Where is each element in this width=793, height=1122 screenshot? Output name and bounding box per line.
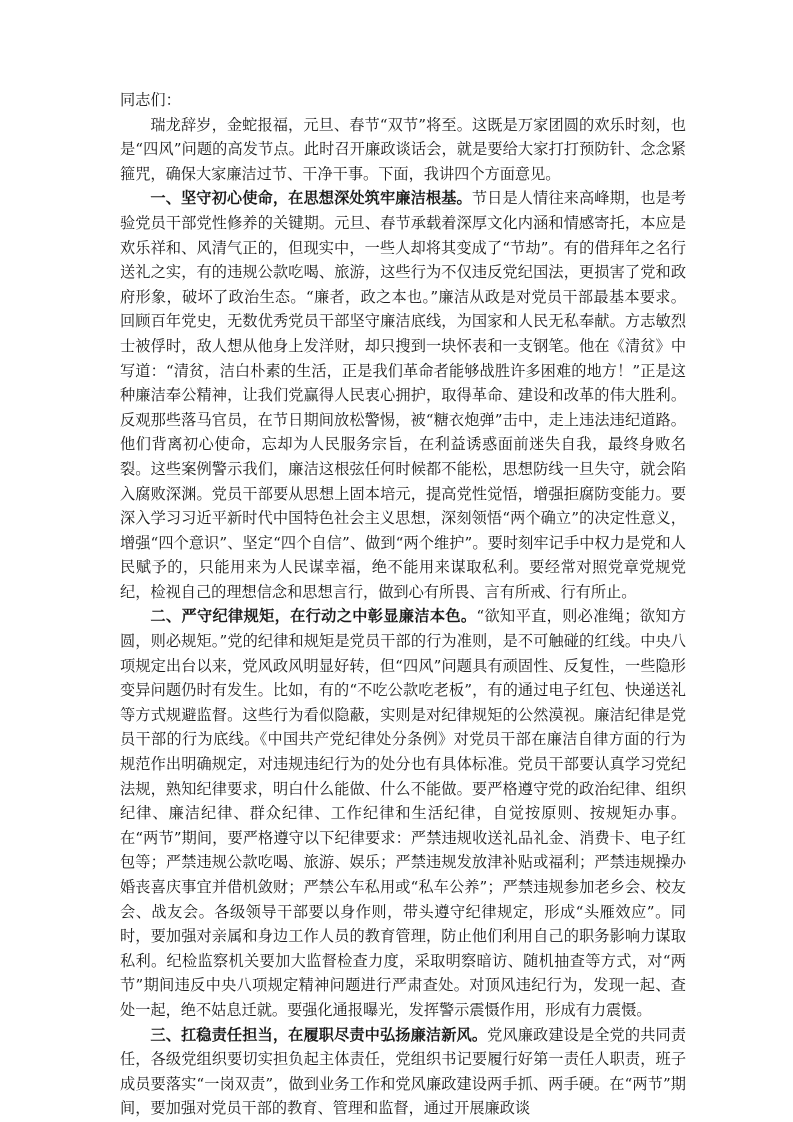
section-3-paragraph [120,1023,686,1121]
section-3-heading: 三、扛稳责任担当，在履职尽责中弘扬廉洁新风。 [150,1025,488,1044]
intro-paragraph: 瑞龙辞岁，金蛇报福，元旦、春节“双节”将至。这既是万家团圆的欢乐时刻，也是“四风”问题的高发节点。此时召开廉政谈话会，就是要给大家打打预防针、念念紧箍咒，确保大家廉洁过节、干净干事。下面，我讲四个方面意见。 [120,115,686,183]
section-2-paragraph [120,604,686,1022]
document-page [120,88,686,1121]
section-2-body: “欲知平直，则必准绳；欲知方圆，则必规矩。”党的纪律和规矩是党员干部的行为准则，是不可触碰的红线。中央八项规定出台以来，党风政风明显好转，但“四风”问题具有顽固性、反复性，一些隐形变异问题仍时有发生。比如，有的“不吃公款吃老板”，有的通过电子红包、快递送礼等方式规避监督。这些行为看似隐蔽，实则是对纪律规矩的公然漠视。廉洁纪律是党员干部的行为底线。《中国共产党纪律处分条例》对党员干部在廉洁自律方面的行为规范作出明确规定，对违规违纪行为的处分也有具体标准。党员干部要认真学习党纪法规，熟知纪律要求，明白什么能做、什么不能做。要严格遵守党的政治纪律、组织纪律、廉洁纪律、群众纪律、工作纪律和生活纪律，自觉按原则、按规矩办事。在“两节”期间，要严格遵守以下纪律要求：严禁违规收送礼品礼金、消费卡、电子红包等；严禁违规公款吃喝、旅游、娱乐；严禁违规发放津补贴或福利；严禁违规操办婚丧喜庆事宜并借机敛财；严禁公车私用或“私车公养”；严禁违规参加老乡会、校友会、战友会。各级领导干部要以身作则，带头遵守纪律规定，形成“头雁效应”。同时，要加强对亲属和身边工作人员的教育管理，防止他们利用自己的职务影响力谋取私利。纪检监察机关要加大监督检查力度，采取明察暗访、随机抽查等方式，对“两节”期间违反中央八项规定精神问题进行严肃查处。对顶风违纪行为，发现一起、查处一起，绝不姑息迁就。要强化通报曝光，发挥警示震慑作用，形成有力震慑。 [120,607,687,1019]
section-1-body: 节日是人情往来高峰期，也是考验党员干部党性修养的关键期。元旦、春节承载着深厚文化内涵和情感寄托，本应是欢乐祥和、风清气正的，但现实中，一些人却将其变成了“节劫”。有的借拜年之名行送礼之实，有的违规公款吃喝、旅游，这些行为不仅违反党纪国法，更损害了党和政府形象，破坏了政治生态。“廉者，政之本也。”廉洁从政是对党员干部最基本要求。回顾百年党史，无数优秀党员干部坚守廉洁底线，为国家和人民无私奉献。方志敏烈士被俘时，敌人想从他身上发洋财，却只搜到一块怀表和一支钢笔。他在《清贫》中写道：“清贫，洁白朴素的生活，正是我们革命者能够战胜许多困难的地方！”正是这种廉洁奉公精神，让我们党赢得人民衷心拥护，取得革命、建设和改革的伟大胜利。反观那些落马官员，在节日期间放松警惕，被“糖衣炮弹”击中，走上违法违纪道路。他们背离初心使命，忘却为人民服务宗旨，在利益诱惑面前迷失自我，最终身败名裂。这些案例警示我们，廉洁这根弦任何时候都不能松，思想防线一旦失守，就会陷入腐败深渊。党员干部要从思想上固本培元，提高党性觉悟，增强拒腐防变能力。要深入学习习近平新时代中国特色社会主义思想，深刻领悟“两个确立”的决定性意义，增强“四个意识”、坚定“四个自信”、做到“两个维护”。要时刻牢记手中权力是党和人民赋予的，只能用来为人民谋幸福，绝不能用来谋取私利。要经常对照党章党规党纪，检视自己的理想信念和思想言行，做到心有所畏、言有所戒、行有所止。 [120,189,687,601]
salutation: 同志们： [120,91,181,109]
section-1-paragraph [120,186,686,604]
section-1-heading: 一、坚守初心使命，在思想深处筑牢廉洁根基。 [150,189,472,208]
section-3-body: 党风廉政建设是全党的共同责任，各级党组织要切实担负起主体责任，党组织书记要履行好第一责任人职责，班子成员要落实“一岗双责”，做到业务工作和党风廉政建设两手抓、两手硬。在“两节”期间，要加强对党员干部的教育、管理和监督，通过开展廉政谈 [120,1025,687,1118]
section-2-heading: 二、严守纪律规矩，在行动之中彰显廉洁本色。 [150,607,477,626]
